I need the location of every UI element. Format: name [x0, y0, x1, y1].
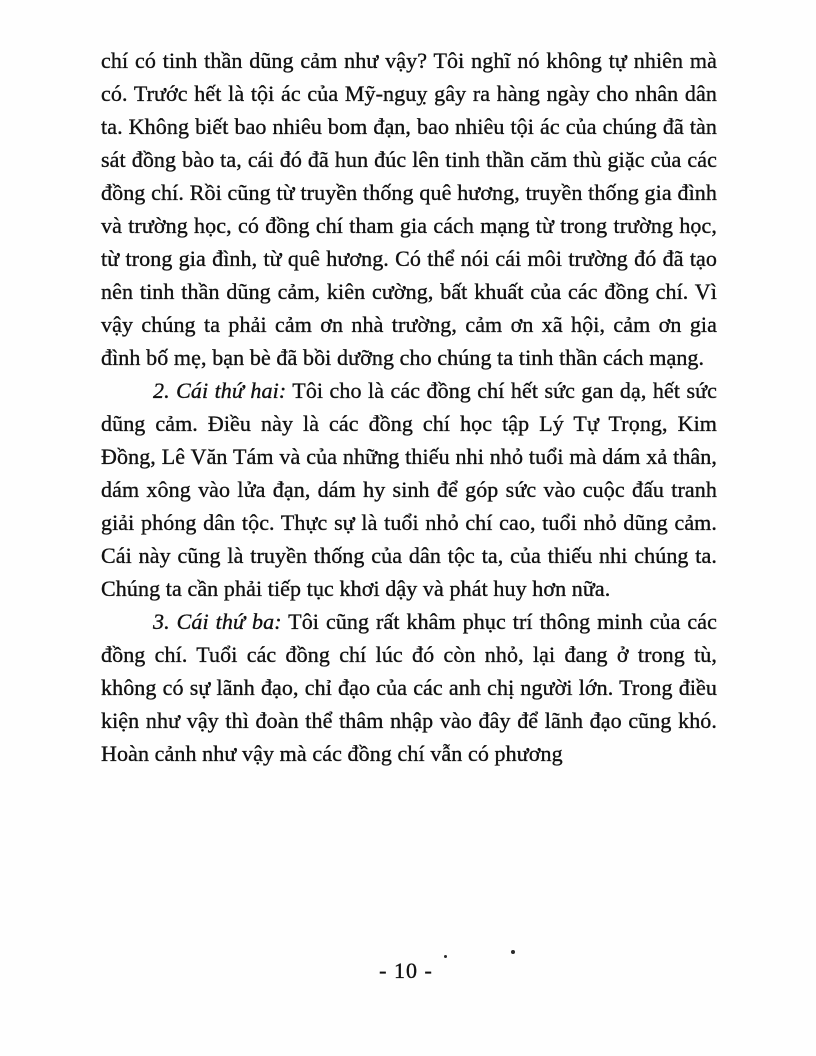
page-text-block [101, 44, 717, 770]
scan-speck [511, 950, 515, 954]
paragraph-text: Tôi cũng rất khâm phục trí thông minh của các đồng chí. Tuổi các đồng chí lúc đó còn nhỏ, lại đang ở trong tù, không có sự lãnh đạo, chỉ đạo của các anh chị người lớn. Trong điều kiện như vậy thì đoàn thể thâm nhập vào đây để lãnh đạo cũng khó. Hoàn cảnh như vậy mà các đồng chí vẫn có phương [101, 609, 718, 766]
scan-speck [444, 955, 447, 958]
paragraph-text: Tôi cho là các đồng chí hết sức gan dạ, hết sức dũng cảm. Điều này là các đồng chí học tập Lý Tự Trọng, Kim Đồng, Lê Văn Tám và của những thiếu nhi nhỏ tuổi mà dám xả thân, dám xông vào lửa đạn, dám hy sinh để góp sức vào cuộc đấu tranh giải phóng dân tộc. Thực sự là tuổi nhỏ chí cao, tuổi nhỏ dũng cảm. Cái này cũng là truyền thống của dân tộc ta, của thiếu nhi chúng ta. Chúng ta cần phải tiếp tục khơi dậy và phát huy hơn nữa. [101, 378, 717, 601]
paragraph-third-point [101, 605, 717, 770]
paragraph-continuation [101, 44, 717, 374]
page-number: - 10 - [379, 958, 433, 983]
paragraph-second-point [101, 374, 717, 605]
paragraph-lead: 3. Cái thứ ba: [153, 609, 282, 634]
paragraph-lead: 2. Cái thứ hai: [153, 378, 287, 403]
paragraph-text: chí có tinh thần dũng cảm như vậy? Tôi nghĩ nó không tự nhiên mà có. Trước hết là tội ác của Mỹ-nguỵ gây ra hàng ngày cho nhân dân ta. Không biết bao nhiêu bom đạn, bao nhiêu tội ác của chúng đã tàn sát đồng bào ta, cái đó đã hun đúc lên tinh thần căm thù giặc của các đồng chí. Rồi cũng từ truyền thống quê hương, truyền thống gia đình và trường học, có đồng chí tham gia cách mạng từ trong trường học, từ trong gia đình, từ quê hương. Có thể nói cái môi trường đó đã tạo nên tinh thần dũng cảm, kiên cường, bất khuất của các đồng chí. Vì vậy chúng ta phải cảm ơn nhà trường, cảm ơn xã hội, cảm ơn gia đình bố mẹ, bạn bè đã bồi dưỡng cho chúng ta tinh thần cách mạng. [101, 48, 717, 370]
